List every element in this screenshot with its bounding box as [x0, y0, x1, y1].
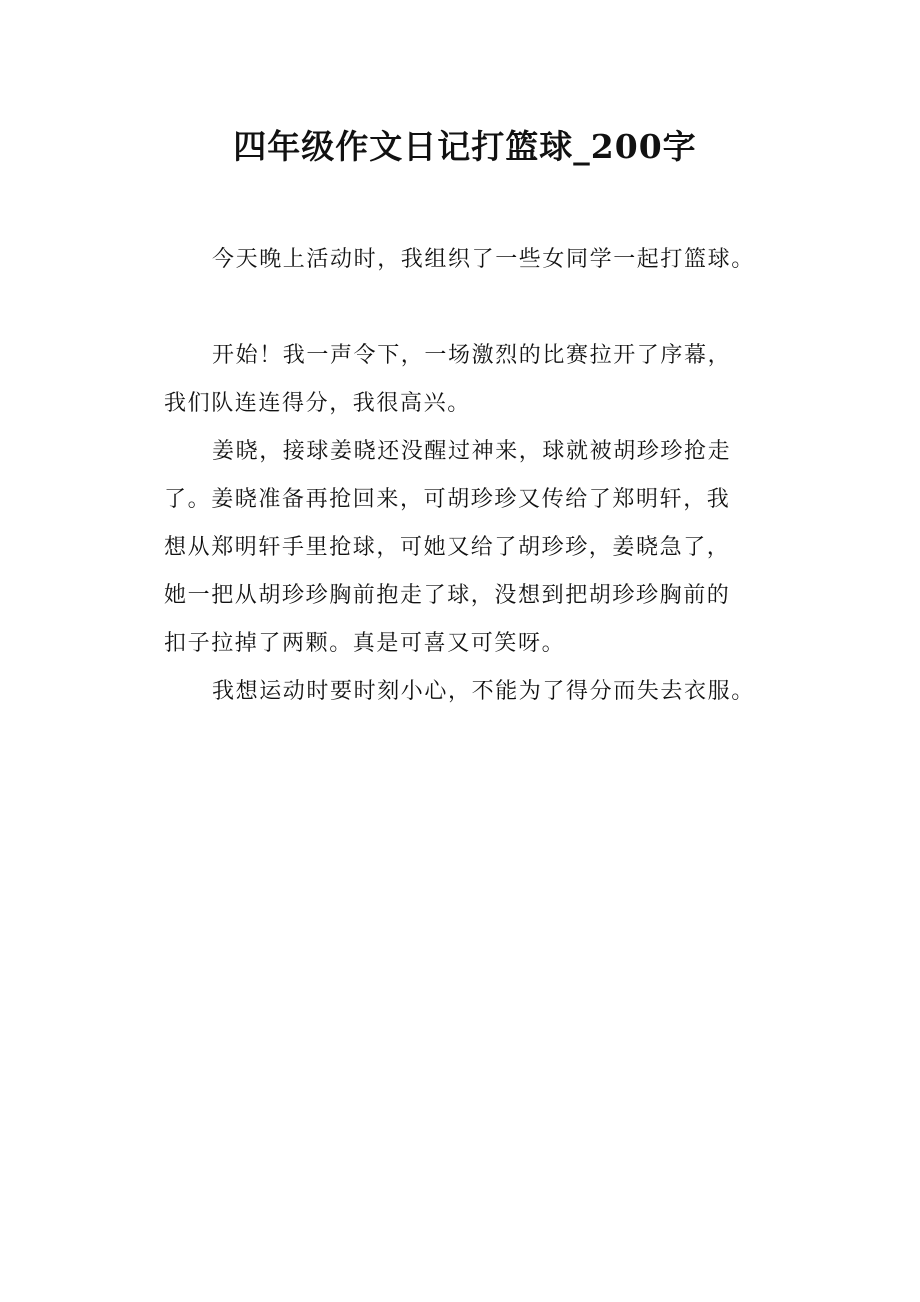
- paragraph-2-line-1: 开始！我一声令下，一场激烈的比赛拉开了序幕，: [212, 343, 732, 368]
- paragraph-3-line-1: 姜晓，接球姜晓还没醒过神来，球就被胡珍珍抢走: [212, 439, 732, 464]
- paragraph-2-line-2: 我们队连连得分，我很高兴。: [164, 391, 471, 416]
- paragraph-group: [164, 332, 764, 716]
- document-title: 四年级作文日记打篮球_200字: [233, 127, 697, 166]
- paragraph-3-line-2: 了。姜晓准备再抢回来，可胡珍珍又传给了郑明轩，我: [164, 487, 731, 512]
- paragraph-4-line-1: 我想运动时要时刻小心，不能为了得分而失去衣服。: [212, 679, 755, 704]
- paragraph-3-line-3: 想从郑明轩手里抢球，可她又给了胡珍珍，姜晓急了，: [164, 535, 731, 560]
- paragraph-3-line-5: 扣子拉掉了两颗。真是可喜又可笑呀。: [164, 631, 566, 656]
- paragraph-1-line-1: 今天晚上活动时，我组织了一些女同学一起打篮球。: [212, 247, 755, 272]
- paragraph-3-line-4: 她一把从胡珍珍胸前抱走了球，没想到把胡珍珍胸前的: [164, 583, 731, 608]
